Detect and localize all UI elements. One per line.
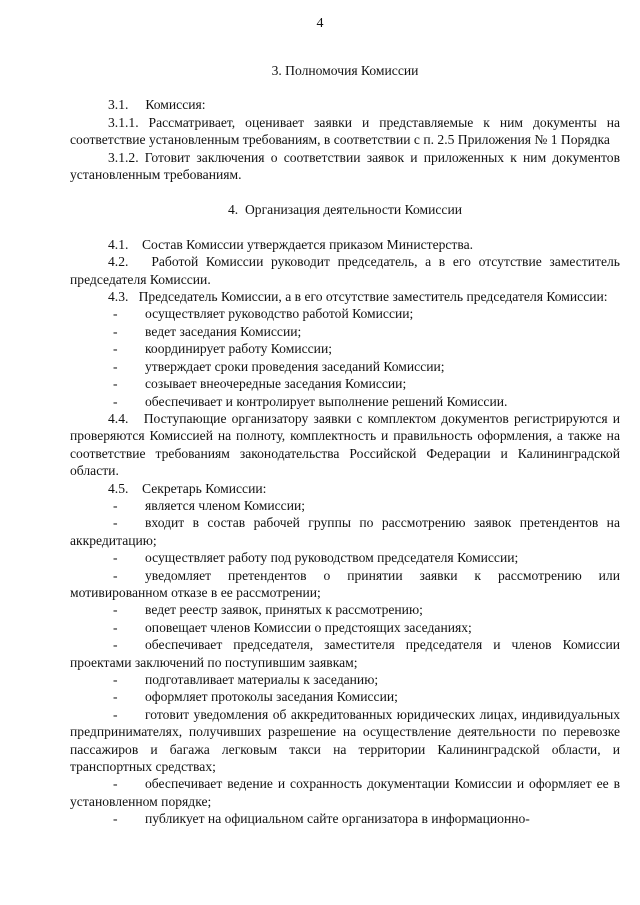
paragraph-4-5: 4.5. Секретарь Комиссии: <box>108 480 267 496</box>
paragraph-4-4: 4.4. Поступающие организатору заявки с комплектом документов регистрируются и проверяются Комиссией на полноту, комплектность и правильность оформления, а также на соответствие требованиям законодательства Российской Федерации и Калининградской области. <box>70 410 624 479</box>
list-4-5 <box>70 497 620 828</box>
list-item: - обеспечивает и контролирует выполнение решений Комиссии. <box>113 393 508 409</box>
section-4-title: 4. Организация деятельности Комиссии <box>227 202 462 218</box>
list-item: - утверждает сроки проведения заседаний Комиссии; <box>113 358 445 374</box>
list-item: - координирует работу Комиссии; <box>113 341 332 357</box>
paragraph-3-1-1: 3.1.1. Рассматривает, оценивает заявки и представляемые к ним документы на соответствие установленным требованиям, в соответствии с п. 2.5 Приложения № 1 Порядка <box>70 114 620 148</box>
list-item: - подготавливает материалы к заседанию; <box>113 672 379 687</box>
section-3-title: 3. Полномочия Комиссии <box>271 63 419 78</box>
paragraph-4-1: 4.1. Состав Комиссии утверждается приказом Министерства. <box>108 236 474 252</box>
list-item: - обеспечивает ведение и сохранность документации Комиссии и оформляет ее в установленном порядке; <box>70 776 620 809</box>
list-item: - готовит уведомления об аккредитованных юридических лицах, индивидуальных предпринимателях, получивших разрешение на осуществление деятельности по перевозке пассажиров и багажа легковым такси на территории Калининградской области, и транспортных средствах; <box>70 706 620 775</box>
list-4-3 <box>70 305 620 409</box>
list-item: - входит в состав рабочей группы по рассмотрению заявок претендентов на аккредитацию; <box>70 515 620 548</box>
list-item: - является членом Комиссии; <box>113 497 306 513</box>
list-item: - осуществляет работу под руководством председателя Комиссии; <box>113 550 519 566</box>
list-item: - оповещает членов Комиссии о предстоящих заседаниях; <box>113 619 472 635</box>
paragraph-3-1-2: 3.1.2. Готовит заключения о соответствии заявок и приложенных к ним документов установленным требованиям. <box>70 149 620 183</box>
list-item: - уведомляет претендентов о принятии заявки к рассмотрению или мотивированном отказе в ее рассмотрении; <box>70 567 620 600</box>
list-item: - ведет реестр заявок, принятых к рассмотрению; <box>113 602 423 618</box>
paragraph-3-1: 3.1. Комиссия: <box>108 97 206 113</box>
list-item: - созывает внеочередные заседания Комиссии; <box>113 376 407 392</box>
page-number: 4 <box>316 16 324 31</box>
list-item: - оформляет протоколы заседания Комиссии; <box>113 689 398 705</box>
list-item: - ведет заседания Комиссии; <box>113 323 302 339</box>
list-item: - обеспечивает председателя, заместителя председателя и членов Комиссии проектами заключений по поступившим заявкам; <box>70 637 620 670</box>
document-body <box>70 62 624 828</box>
list-item: - осуществляет руководство работой Комиссии; <box>113 306 414 322</box>
paragraph-4-3: 4.3. Председатель Комиссии, а в его отсутствие заместитель председателя Комиссии: <box>108 289 608 305</box>
paragraph-4-2: 4.2. Работой Комиссии руководит председатель, а в его отсутствие заместитель председателя Комиссии. <box>70 254 624 287</box>
list-item: - публикует на официальном сайте организатора в информационно- <box>113 811 530 827</box>
